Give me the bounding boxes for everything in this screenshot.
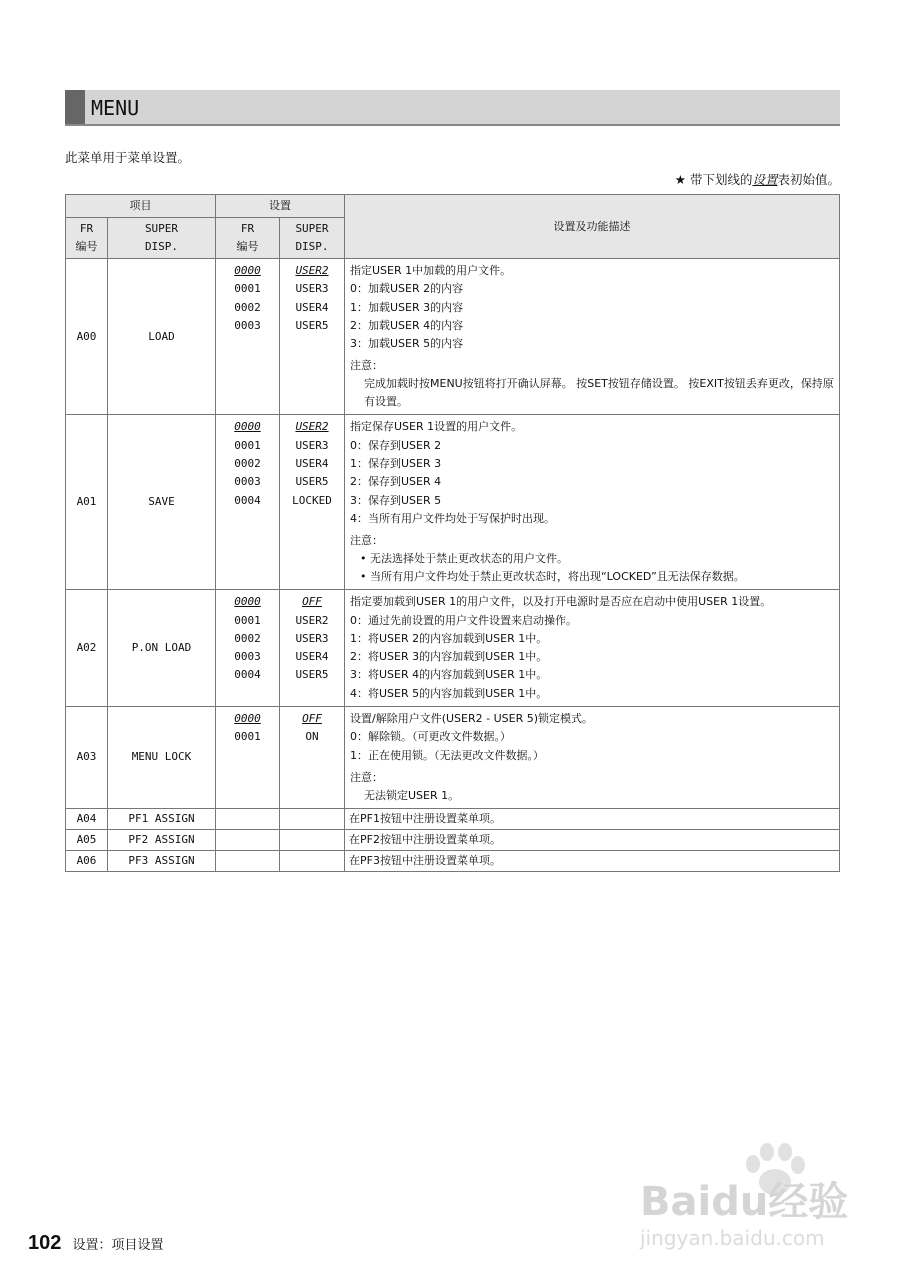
super-values bbox=[280, 808, 345, 829]
fr-values bbox=[216, 590, 280, 707]
super-value: USER3 bbox=[295, 438, 329, 452]
note-before: 带下划线的 bbox=[689, 172, 753, 187]
header-accent bbox=[65, 90, 85, 124]
fr-value: 0003 bbox=[234, 318, 261, 332]
super-values bbox=[280, 707, 345, 809]
note-bullet: • 无法选择处于禁止更改状态的用户文件。 bbox=[360, 552, 568, 566]
note-text: 无法锁定USER 1。 bbox=[364, 788, 460, 802]
menu-settings-table bbox=[65, 194, 840, 872]
fr-value: 0003 bbox=[234, 475, 261, 489]
super-value: ON bbox=[305, 730, 319, 744]
table-row bbox=[66, 808, 840, 829]
super-value-default: OFF bbox=[302, 712, 322, 726]
fr-values bbox=[216, 259, 280, 415]
note-title: 注意： bbox=[350, 770, 383, 784]
footer-label: 设置：项目设置 bbox=[72, 1238, 164, 1253]
super-values bbox=[280, 590, 345, 707]
desc-line: 1：正在使用锁。（无法更改文件数据。） bbox=[350, 748, 544, 762]
fr-value: 0001 bbox=[234, 730, 261, 744]
page-number: 102 bbox=[28, 1232, 62, 1254]
table-row bbox=[66, 707, 840, 809]
fr-values bbox=[216, 808, 280, 829]
super-values bbox=[280, 259, 345, 415]
fr-value: 0002 bbox=[234, 631, 261, 645]
fr-value-default: 0000 bbox=[234, 264, 261, 277]
fr-values bbox=[216, 707, 280, 809]
fr-code: A02 bbox=[66, 590, 108, 707]
header-setting-super: SUPER DISP. bbox=[280, 218, 345, 259]
fr-value: 0002 bbox=[234, 457, 261, 471]
header-item-fr: FR 编号 bbox=[66, 218, 108, 259]
fr-value-default: 0000 bbox=[234, 420, 261, 434]
watermark-url: jingyan.baidu.com bbox=[640, 1226, 825, 1250]
super-value: USER4 bbox=[295, 457, 329, 471]
desc-line: 0：加载USER 2的内容 bbox=[350, 282, 464, 296]
baidu-watermark bbox=[640, 1140, 880, 1270]
description bbox=[345, 707, 840, 809]
fr-value-default: 0000 bbox=[234, 595, 261, 609]
desc-line: 4：将USER 5的内容加载到USER 1中。 bbox=[350, 686, 548, 700]
super-value-default: USER2 bbox=[295, 420, 329, 434]
fr-value-default: 0000 bbox=[234, 712, 261, 726]
super-name: MENU LOCK bbox=[108, 707, 216, 809]
super-value: LOCKED bbox=[292, 493, 332, 507]
fr-value: 0002 bbox=[234, 300, 261, 314]
super-name: PF2 ASSIGN bbox=[108, 829, 216, 850]
fr-value: 0001 bbox=[234, 613, 261, 627]
desc-line: 1：将USER 2的内容加载到USER 1中。 bbox=[350, 631, 548, 645]
desc-line: 0：解除锁。（可更改文件数据。） bbox=[350, 730, 511, 744]
super-value: USER4 bbox=[295, 300, 329, 314]
desc-line: 0：通过先前设置的用户文件设置来启动操作。 bbox=[350, 613, 577, 627]
default-value-note bbox=[675, 170, 840, 188]
fr-value: 0001 bbox=[234, 438, 261, 452]
table-row bbox=[66, 415, 840, 590]
fr-value: 0001 bbox=[234, 282, 261, 296]
note-title: 注意： bbox=[350, 534, 383, 548]
description bbox=[345, 590, 840, 707]
table-header-row bbox=[66, 195, 840, 218]
description: 在PF1按钮中注册设置菜单项。 bbox=[345, 808, 840, 829]
fr-code: A04 bbox=[66, 808, 108, 829]
super-value: USER5 bbox=[295, 668, 329, 682]
desc-line: 1：保存到USER 3 bbox=[350, 457, 442, 471]
fr-values bbox=[216, 415, 280, 590]
table-row bbox=[66, 829, 840, 850]
desc-line: 2：将USER 3的内容加载到USER 1中。 bbox=[350, 650, 548, 664]
star-icon: ★ bbox=[674, 172, 686, 187]
header-desc: 设置及功能描述 bbox=[345, 195, 840, 259]
description: 在PF3按钮中注册设置菜单项。 bbox=[345, 850, 840, 871]
super-value: USER3 bbox=[295, 282, 329, 296]
page-title: MENU bbox=[91, 96, 140, 120]
fr-code: A05 bbox=[66, 829, 108, 850]
desc-line: 指定USER 1中加载的用户文件。 bbox=[350, 264, 512, 277]
desc-line: 设置/解除用户文件(USER2 - USER 5)锁定模式。 bbox=[350, 712, 593, 726]
header-setting: 设置 bbox=[216, 195, 345, 218]
super-values bbox=[280, 850, 345, 871]
super-value: USER4 bbox=[295, 650, 329, 664]
fr-code: A01 bbox=[66, 415, 108, 590]
fr-value: 0004 bbox=[234, 493, 261, 507]
table-row bbox=[66, 590, 840, 707]
table-row bbox=[66, 259, 840, 415]
super-values bbox=[280, 829, 345, 850]
description bbox=[345, 259, 840, 415]
super-value-default: USER2 bbox=[295, 264, 329, 277]
desc-line: 指定保存USER 1设置的用户文件。 bbox=[350, 420, 523, 434]
desc-line: 指定要加载到USER 1的用户文件，以及打开电源时是否应在启动中使用USER 1设置。 bbox=[350, 595, 772, 609]
note-after: 表初始值。 bbox=[777, 172, 840, 187]
desc-line: 2：加载USER 4的内容 bbox=[350, 318, 464, 332]
header-setting-fr: FR 编号 bbox=[216, 218, 280, 259]
super-name: LOAD bbox=[108, 259, 216, 415]
description bbox=[345, 415, 840, 590]
desc-line: 0：保存到USER 2 bbox=[350, 438, 442, 452]
fr-values bbox=[216, 850, 280, 871]
intro-text: 此菜单用于菜单设置。 bbox=[65, 150, 191, 165]
super-values bbox=[280, 415, 345, 590]
super-name: SAVE bbox=[108, 415, 216, 590]
super-value-default: OFF bbox=[302, 595, 322, 609]
desc-line: 2：保存到USER 4 bbox=[350, 475, 442, 489]
super-name: PF1 ASSIGN bbox=[108, 808, 216, 829]
note-title: 注意： bbox=[350, 359, 383, 373]
header-item: 项目 bbox=[66, 195, 216, 218]
fr-value: 0003 bbox=[234, 650, 261, 664]
note-bullet: • 当所有用户文件均处于禁止更改状态时，将出现“LOCKED”且无法保存数据。 bbox=[360, 570, 745, 584]
super-name: P.ON LOAD bbox=[108, 590, 216, 707]
super-name: PF3 ASSIGN bbox=[108, 850, 216, 871]
watermark-brand: Baidu经验 bbox=[640, 1179, 849, 1225]
description: 在PF2按钮中注册设置菜单项。 bbox=[345, 829, 840, 850]
fr-code: A00 bbox=[66, 259, 108, 415]
desc-line: 3：加载USER 5的内容 bbox=[350, 337, 464, 351]
fr-values bbox=[216, 829, 280, 850]
super-value: USER5 bbox=[295, 318, 329, 332]
desc-line: 3：将USER 4的内容加载到USER 1中。 bbox=[350, 668, 548, 682]
desc-line: 3：保存到USER 5 bbox=[350, 493, 442, 507]
desc-line: 4：当所有用户文件均处于写保护时出现。 bbox=[350, 511, 555, 525]
page-footer bbox=[28, 1232, 163, 1255]
header-item-super: SUPER DISP. bbox=[108, 218, 216, 259]
desc-line: 1：加载USER 3的内容 bbox=[350, 300, 464, 314]
fr-value: 0004 bbox=[234, 668, 261, 682]
fr-code: A03 bbox=[66, 707, 108, 809]
table-row bbox=[66, 850, 840, 871]
note-text: 完成加载时按MENU按钮将打开确认屏幕。 按SET按钮存储设置。 按EXIT按钮丢弃更改，保持原有设置。 bbox=[364, 377, 834, 409]
note-underlined: 设置 bbox=[752, 172, 778, 187]
super-value: USER2 bbox=[295, 613, 329, 627]
menu-header-bar bbox=[65, 90, 840, 126]
super-value: USER5 bbox=[295, 475, 329, 489]
fr-code: A06 bbox=[66, 850, 108, 871]
super-value: USER3 bbox=[295, 631, 329, 645]
